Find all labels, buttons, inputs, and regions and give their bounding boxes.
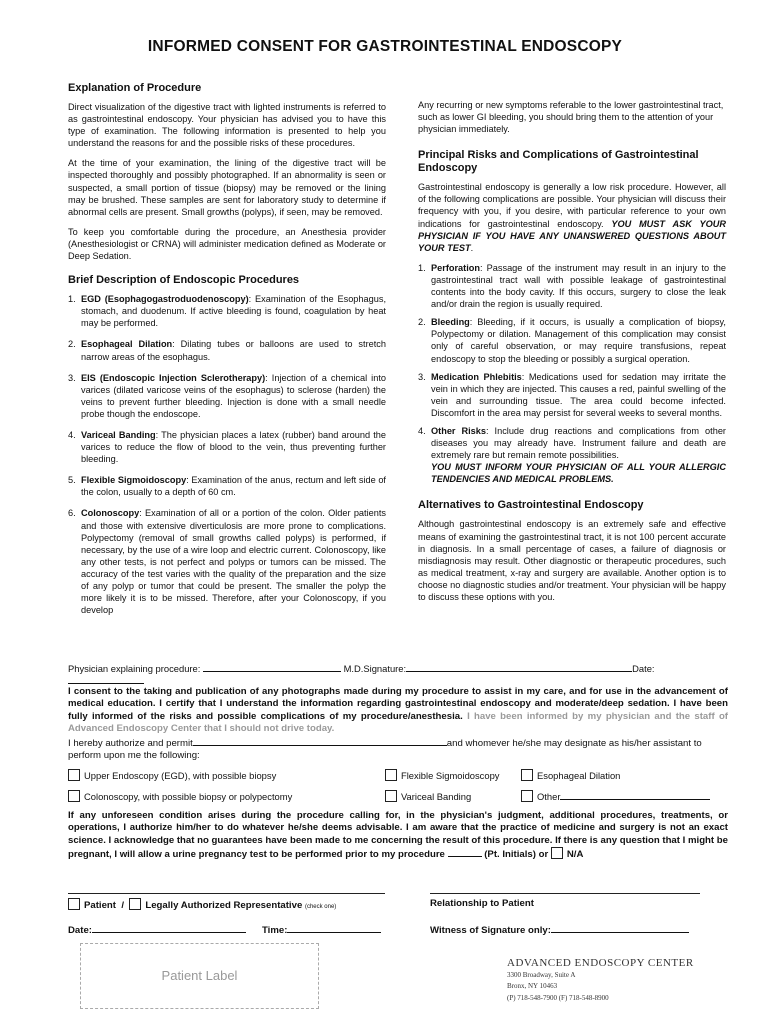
list-item: 4. Variceal Banding: The physician places a latex (rubber) band around the varices to reduce the flow of blood to the vein, thus preventing further bleeding. <box>68 429 387 465</box>
procedure-option-esophageal[interactable]: Esophageal Dilation <box>521 769 620 781</box>
procedure-option-colonoscopy[interactable]: Colonoscopy, with possible biopsy or polypectomy <box>68 790 292 802</box>
center-name: ADVANCED ENDOSCOPY CENTER <box>507 957 694 969</box>
physician-name-field[interactable] <box>203 662 341 672</box>
colonoscopy-checkbox[interactable] <box>68 790 80 802</box>
list-item: 4. Other Risks: Include drug reactions and complications from other diseases you may already have. Instrument failure and death are extremely rare but remain remote possibilities. <box>418 425 726 461</box>
center-address-2: Bronx, NY 10463 <box>507 982 558 991</box>
authorization-line: I hereby authorize and permit and whomever he/she may designate as his/her assistant to perform upon me the following: <box>68 737 702 762</box>
brief-description-heading: Brief Description of Endoscopic Procedures <box>68 274 300 287</box>
procedure-option-upper[interactable]: Upper Endoscopy (EGD), with possible biopsy <box>68 769 276 781</box>
no-driving-notice: I have been informed by my physician and the staff of Advanced Endoscopy Center that I should not drive today. <box>68 710 728 735</box>
center-phones: (P) 718-548-7900 (F) 718-548-8900 <box>507 993 609 1002</box>
list-item: 3. Medication Phlebitis: Medications used for sedation may irritate the vein in which they are injected. This causes a red, painful swelling of the vein and surrounding tissue. The area could become infected. Discomfort in the area may persist for several weeks to several months. <box>418 371 727 418</box>
left-column <box>68 82 386 625</box>
list-item: 1. EGD (Esophagogastroduodenoscopy): Examination of the Esophagus, stomach, and duodenum. If active bleeding is found, coagulation by heat may be performed. <box>68 294 387 329</box>
physician-date-field[interactable] <box>68 674 144 684</box>
right-column <box>418 99 726 611</box>
consent-statement: I consent to the taking and publication of any photographs made during my procedure to assist in my care, and for use in the advancement of medical education. I certify that I understand the information regarding gastrointestinal endoscopy and moderate/deep sedation. I have been fully informed of the risks and possible complications of my procedure/anesthesia. I have been informed by my physician and the staff of Advanced Endoscopy Center that I should not drive today. I hereby authorize and permit and whomever he/she may designate as his/her assistant to perform upon me the following: <box>68 686 728 762</box>
other-procedure-field[interactable] <box>560 790 710 800</box>
explanation-heading: Explanation of Procedure <box>68 82 202 94</box>
time-field[interactable] <box>287 923 381 933</box>
procedure-option-flex[interactable]: Flexible Sigmoidoscopy <box>385 769 499 781</box>
relationship-signature-line[interactable] <box>430 893 700 894</box>
authorized-physician-field[interactable] <box>193 736 447 746</box>
explanation-paragraph-2: At the time of your examination, the lining of the digestive tract will be inspected thoroughly and possibly photographed. If an abnormality is seen or suspected, a small portion of tissue (biopsy) may be removed or the lining may be brushed. These samples are sent for laboratory study to determine if abnormal cells are present. Small growths (polyps), if seen, may be removed. <box>68 158 386 217</box>
right-intro: Any recurring or new symptoms referable to the lower gastrointestinal tract, such as lower GI bleeding, you should bring them to the attention of your physician immediately. <box>418 100 724 135</box>
patient-initials-field[interactable] <box>448 847 482 857</box>
alternatives-heading: Alternatives to Gastrointestinal Endoscopy <box>418 499 644 512</box>
other-checkbox[interactable] <box>521 790 533 802</box>
allergy-warning: YOU MUST INFORM YOUR PHYSICIAN OF ALL YOUR ALLERGIC TENDENCIES AND MEDICAL PROBLEMS. <box>431 462 726 485</box>
risks-heading: Principal Risks and Complications of Gastrointestinal Endoscopy <box>418 149 699 175</box>
patient-label-placeholder: Patient Label <box>161 968 238 983</box>
risks-list <box>418 262 726 461</box>
alternatives-text: Although gastrointestinal endoscopy is an extremely safe and effective means of examining the gastrointestinal tract, it is not 100 percent accurate in diagnosis. In a small percentage of cases, a failure of diagnosis or misdiagnosis may result. Other diagnostic or therapeutic procedures, such as medical treatment, x-ray and surgery are available. Another option is to choose no diagnostic studies and/or treatment. Your physician will be happy to discuss these options with you. <box>418 519 726 602</box>
physician-signature-line: Physician explaining procedure: M.D.Signature: Date: <box>68 662 728 686</box>
na-checkbox[interactable] <box>551 847 563 859</box>
upper-endoscopy-checkbox[interactable] <box>68 769 80 781</box>
explanation-paragraph-1: Direct visualization of the digestive tract with lighted instruments is referred to as gastrointestinal endoscopy. Your physician has advised you to have this type of examination. The following information is presented to help you understand the reasons for and the possible risks of these procedures. <box>68 102 386 149</box>
relationship-label: Relationship to Patient <box>430 898 534 909</box>
page-title: INFORMED CONSENT FOR GASTROINTESTINAL ENDOSCOPY <box>147 38 623 55</box>
center-address-1: 3300 Broadway, Suite A <box>507 971 576 979</box>
patient-label-box <box>80 943 319 1009</box>
unforeseen-conditions-statement: If any unforeseen condition arises during the procedure calling for, in the physician's judgment, additional procedures, treatments, or operations, I authorize him/her to do whatever he/she deems advisable. I am aware that the practice of medicine and surgery is not an exact science. I acknowledge that no guarantees have been made to me concerning the result of this procedure. If there is any question that I might be pregnant, I will allow a urine pregnancy test to be performed prior to my procedure (Pt. Initials) or N/A <box>68 810 728 861</box>
witness-line: Witness of Signature only: <box>430 923 689 936</box>
variceal-banding-checkbox[interactable] <box>385 790 397 802</box>
list-item: 3. EIS (Endoscopic Injection Sclerotherapy): Injection of a chemical into varices (dilated varicose veins of the esophagus) to sclerose (harden) the veins to prevent further bleeding. Injection is done with a small needle probe though the endoscope. <box>68 372 386 419</box>
signer-type-selector: Patient / Legally Authorized Representative (check one) <box>68 898 336 911</box>
witness-signature-field[interactable] <box>551 923 689 933</box>
date-time-line: Date: Time: <box>68 923 381 936</box>
legal-representative-checkbox[interactable] <box>129 898 141 910</box>
procedure-list <box>68 293 386 616</box>
patient-signature-line[interactable] <box>68 893 385 894</box>
list-item: 5. Flexible Sigmoidoscopy: Examination of the anus, rectum and left side of the colon, usually to a depth of 60 cm. <box>68 475 386 498</box>
procedure-option-variceal[interactable]: Variceal Banding <box>385 790 471 802</box>
procedure-option-other[interactable]: Other <box>521 790 710 802</box>
list-item: 6. Colonoscopy: Examination of all or a portion of the colon. Older patients and those with extensive diverticulosis are more prone to complications. Polypectomy (removal of small growths called polyps) is performed, if necessary, by the use of a wire loop and electric current. Colonoscopy, like any other tests, is not perfect and polyps or tumors can be missed. The accuracy of the test varies with the quality of the preparation and the size of any polyp or tumor that could be present. The smaller the polyp the more likely it is to be missed. Therefore, after your Colonoscopy, if you develop <box>68 508 386 616</box>
list-item: 2. Esophageal Dilation: Dilating tubes or balloons are used to stretch narrow areas of the esophagus. <box>68 339 386 362</box>
patient-checkbox[interactable] <box>68 898 80 910</box>
esophageal-dilation-checkbox[interactable] <box>521 769 533 781</box>
explanation-paragraph-3: To keep you comfortable during the procedure, an Anesthesia provider (Anesthesiologist or CRNA) will administer medication defined as Moderate or Deep Sedation. <box>68 226 386 262</box>
risks-intro: Gastrointestinal endoscopy is generally a low risk procedure. However, all of the following complications are possible. Your physician will discuss their frequency with you, if you desire, with particular reference to your own indications for gastrointestinal endoscopy. YOU MUST ASK YOUR PHYSICIAN IF YOU HAVE ANY UNANSWERED QUESTIONS ABOUT YOUR TEST. <box>418 182 727 253</box>
flexible-sigmoidoscopy-checkbox[interactable] <box>385 769 397 781</box>
md-signature-field[interactable] <box>406 662 632 672</box>
center-address-block <box>507 957 694 1003</box>
list-item: 1. Perforation: Passage of the instrument may result in an injury to the gastrointestinal tract wall with possible leakage of gastrointestinal contents into the body cavity. If this occurs, surgery to close the leak and/or drain the region is usually required. <box>418 262 726 310</box>
list-item: 2. Bleeding: Bleeding, if it occurs, is usually a complication of biopsy, Polypectomy or dilation. Management of this complication may consist only of careful observation, or may require transfusions, repeat endoscopy to stop the bleeding or possibly a surgical operation. <box>418 317 726 364</box>
date-field[interactable] <box>92 923 246 933</box>
